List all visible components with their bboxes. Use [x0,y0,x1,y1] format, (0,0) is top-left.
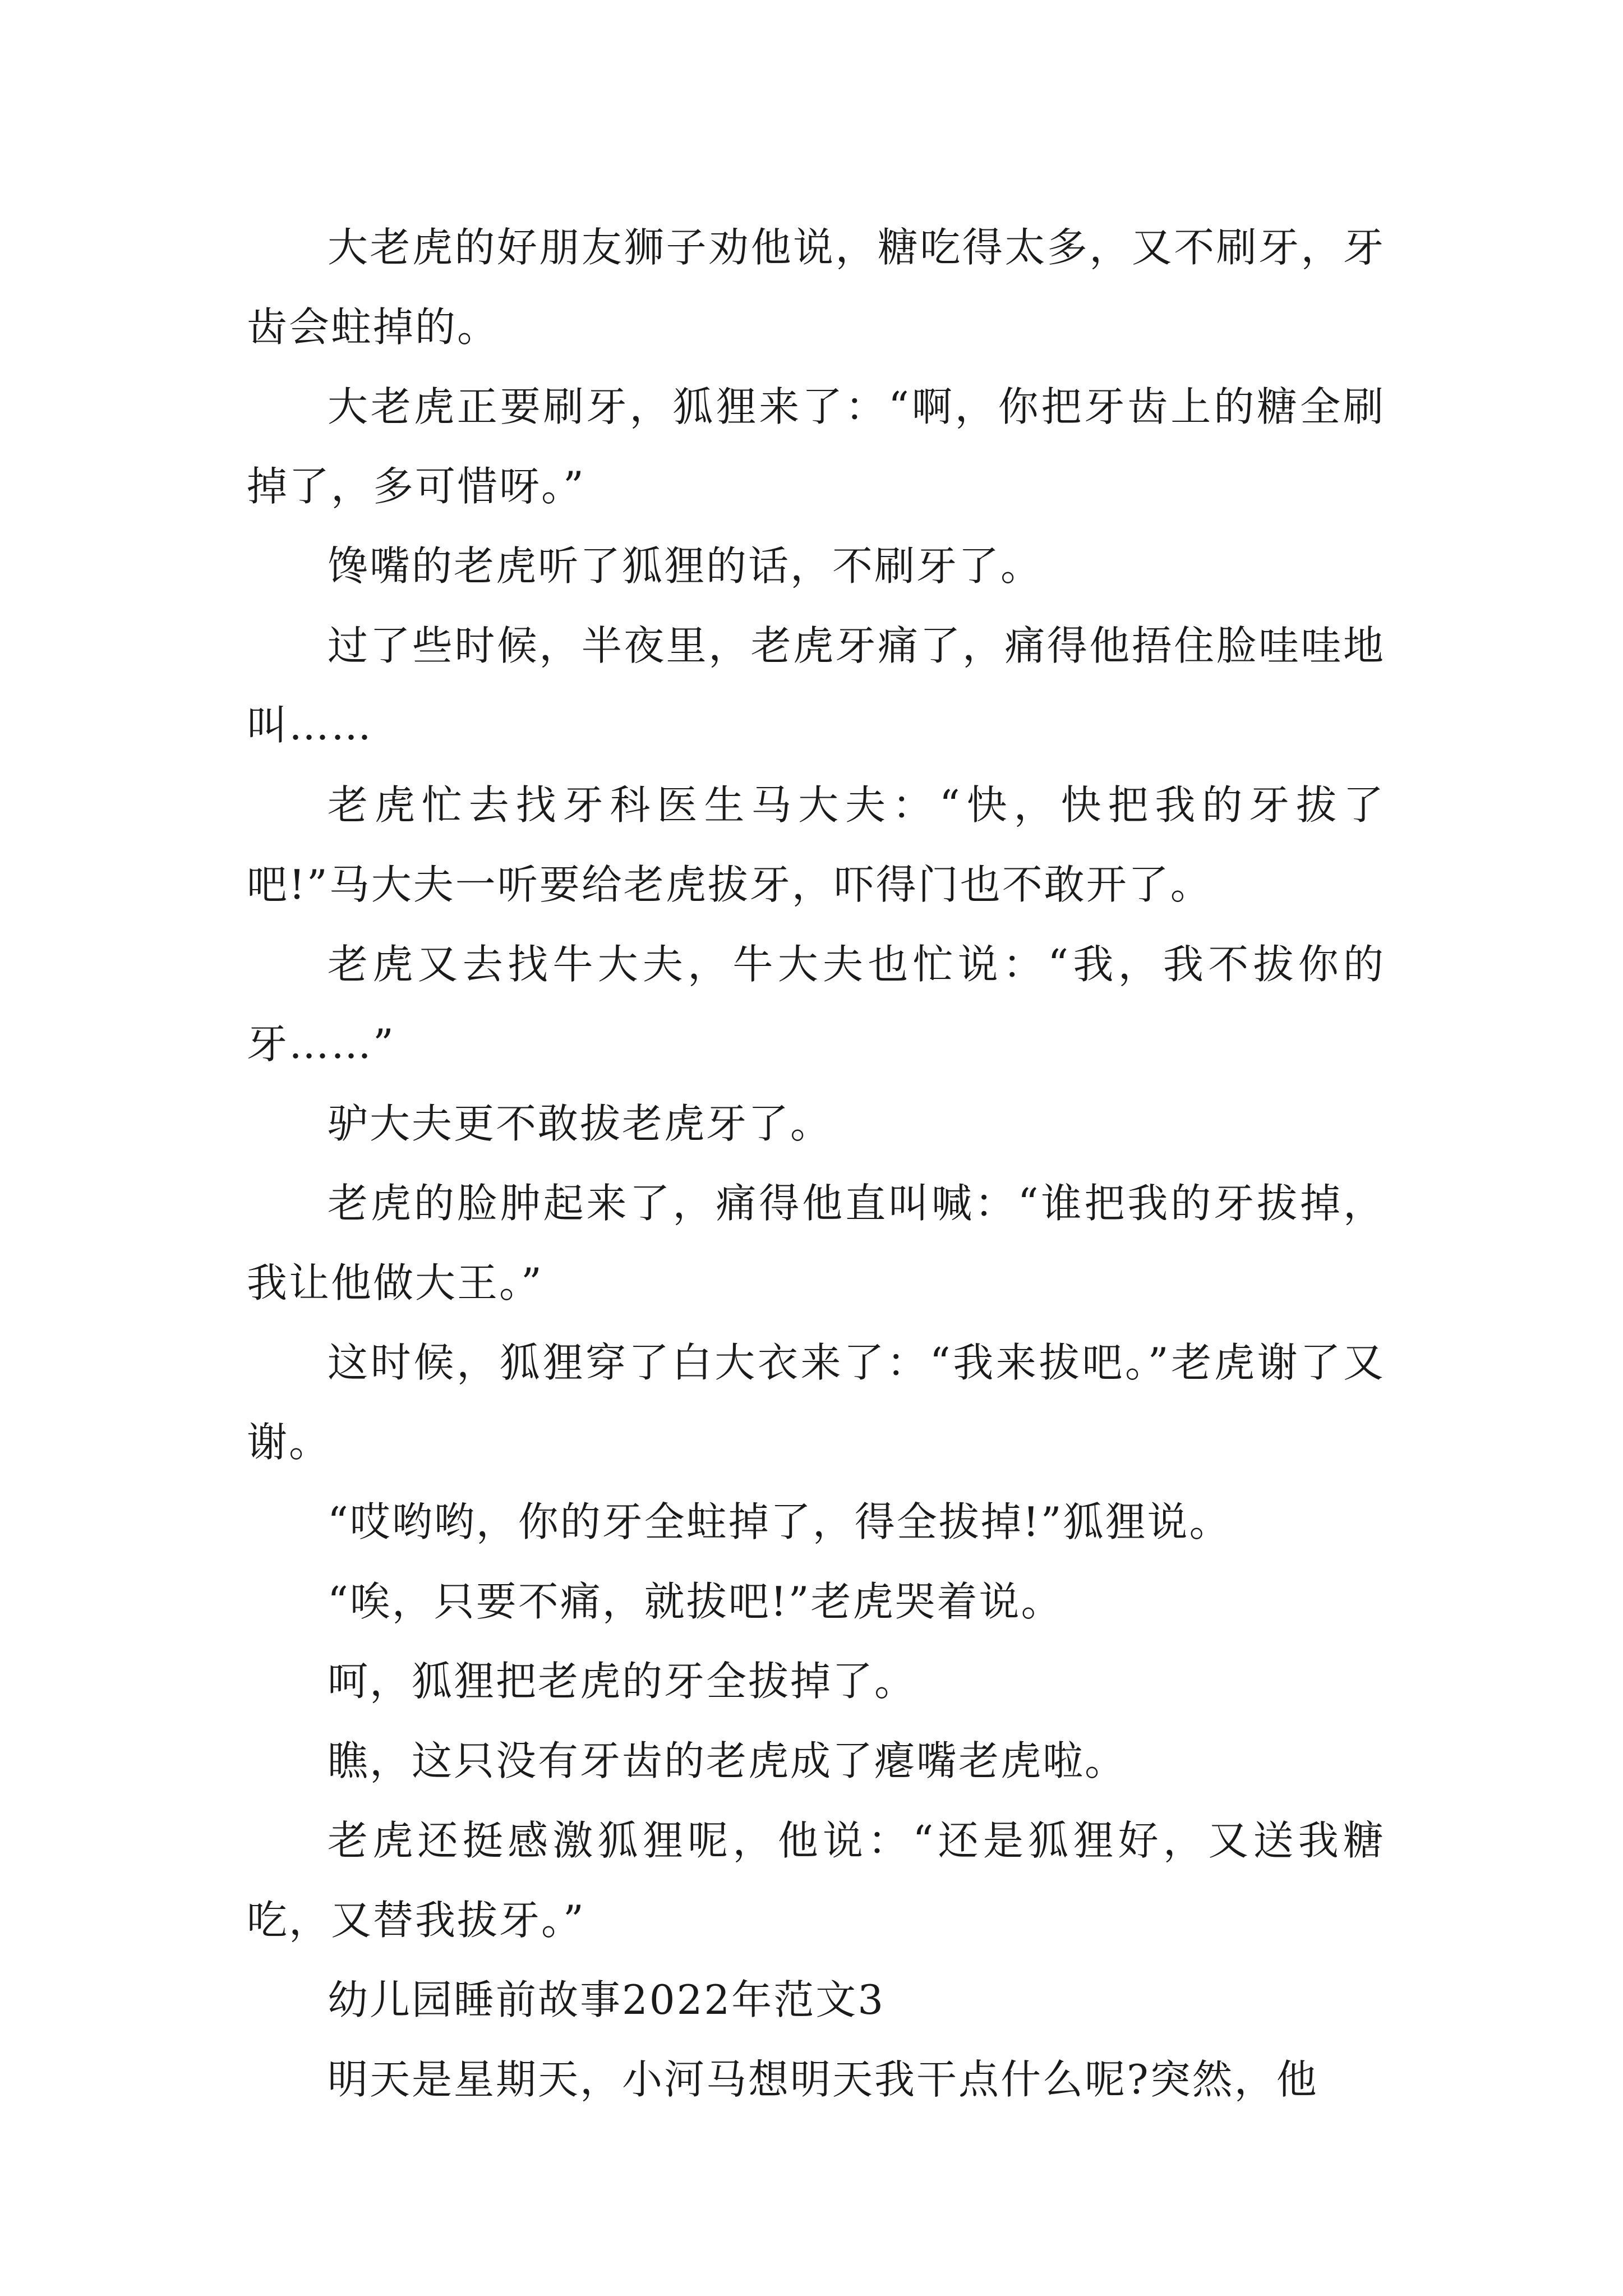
paragraph-toothache: 过了些时候，半夜里，老虎牙痛了，痛得他捂住脸哇哇地叫…… [247,622,1385,749]
paragraph-tiger-grateful: 老虎还挺感激狐狸呢，他说：“还是狐狸好，又送我糖吃，又替我拔牙。” [247,1817,1385,1944]
paragraph-toothless-tiger: 瞧，这只没有牙齿的老虎成了瘪嘴老虎啦。 [328,1737,1127,1784]
paragraph-fox-says: “哎哟哟，你的牙全蛀掉了，得全拔掉!”狐狸说。 [328,1498,1232,1545]
paragraph-fox-arrives: 大老虎正要刷牙，狐狸来了：“啊，你把牙齿上的糖全刷掉了，多可惜呀。” [247,383,1385,510]
section-heading: 幼儿园睡前故事2022年范文3 [328,1976,886,2023]
paragraph-doctor-ox: 老虎又去找牛大夫，牛大夫也忙说：“我，我不拔你的牙……” [247,941,1385,1068]
paragraph-hippo-sunday: 明天是星期天，小河马想明天我干点什么呢?突然，他 [328,2056,1318,2103]
paragraph-teeth-pulled: 呵，狐狸把老虎的牙全拔掉了。 [328,1658,917,1705]
paragraph-lion-advice: 大老虎的好朋友狮子劝他说，糖吃得太多，又不刷牙，牙齿会蛀掉的。 [247,224,1385,351]
paragraph-doctor-donkey: 驴大夫更不敢拔老虎牙了。 [328,1100,833,1147]
paragraph-swollen-face: 老虎的脸肿起来了，痛得他直叫喊：“谁把我的牙拔掉，我让他做大王。” [247,1180,1385,1306]
story-body [247,208,1385,2119]
paragraph-no-brushing: 馋嘴的老虎听了狐狸的话，不刷牙了。 [328,542,1043,590]
paragraph-doctor-horse: 老虎忙去找牙科医生马大夫：“快，快把我的牙拔了吧!”马大夫一听要给老虎拔牙，吓得门也不敢开了。 [247,781,1385,908]
paragraph-fox-white-coat: 这时候，狐狸穿了白大衣来了：“我来拔吧。”老虎谢了又谢。 [247,1339,1385,1466]
paragraph-tiger-cries: “唉，只要不痛，就拔吧!”老虎哭着说。 [328,1578,1063,1625]
